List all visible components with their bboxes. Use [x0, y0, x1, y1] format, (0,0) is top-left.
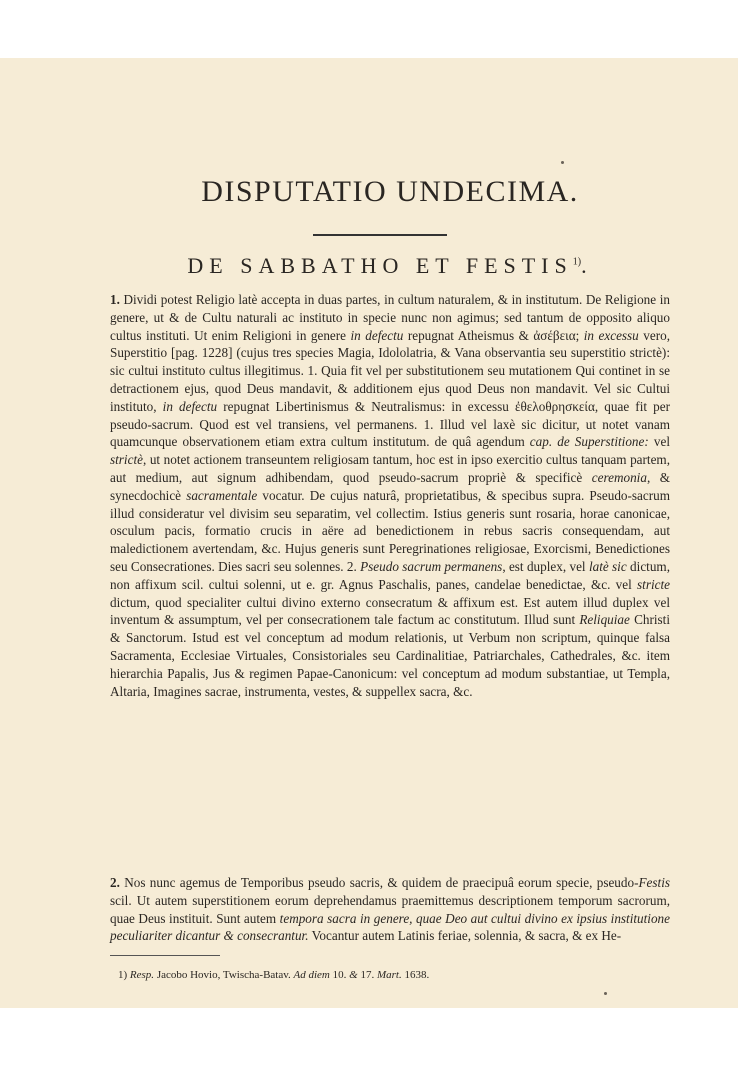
italic-run: stricte: [637, 576, 670, 592]
text-run: Nos nunc agemus de Temporibus pseudo sacris, & quidem de praecipuâ eorum specie, pseudo-: [119, 875, 639, 890]
footnote: [118, 968, 658, 982]
text-run: dictum, non affixum scil. cultui solenni, ut e. gr. Agnus Paschalis, panes, candelae benedictae, &c. vel: [110, 558, 670, 592]
text-run: dictum, quod specialiter cultui divino externo consecratum & affixum est. Est autem illud duplex vel inventum & assumptum, vel per consecrationem tale factum ac constitutum. Illud sunt: [110, 594, 670, 628]
italic-run: &: [349, 969, 358, 981]
page-speck: [604, 992, 607, 995]
footnote-mark: 1): [118, 969, 128, 981]
chapter-subtitle: DE SABBATHO ET FESTIS$^{1)}$.: [187, 253, 593, 278]
footnote-reference: 1): [572, 256, 582, 268]
page-speck: [561, 161, 564, 164]
italic-run: Ad diem: [293, 969, 330, 981]
text-run: , ut notet actionem transeuntem religiosam tantum, hoc est in ipso exercitio cultus tanquam partem, aut medium, aut signum adhibendam, quod pseudo-sacrum propriè & specificè: [110, 452, 670, 485]
italic-run: latè sic: [588, 558, 627, 574]
italic-run: Pseudo sacrum permanens: [360, 558, 503, 574]
text-run: Dividi potest Religio latè accepta in duas partes, in cultum naturalem, & in institutum. De Religione in genere, ut & de Cultu naturali ac instituto in specie nunc non agimus; sed tantum de opposito aliquo cultus instituti. Ut enim Religioni in genere: [110, 292, 670, 343]
italic-run: in excessu: [583, 327, 639, 343]
italic-run: in defectu: [350, 327, 404, 343]
italic-run: Mart.: [376, 969, 402, 981]
text-run: vel: [648, 434, 670, 450]
book-page: [0, 58, 738, 1008]
text-run: 17.: [357, 969, 377, 981]
paragraph-2: [110, 874, 670, 945]
italic-run: Resp.: [129, 969, 155, 981]
text-run: vero, Superstitio [pag. 1228] (cujus tres species Magia, Idololatria, & Vana observantia seu superstitio strictè): sic cultui instituto cultus illegitimus. 1. Quia fit vel per substitutionem seu mutationem Qui continet in se detractionem ejus, quod Deus mandavit, & additionem ejus quod Deus non mandavit. Vel sic Cultui instituto,: [110, 327, 670, 414]
paragraph-1: [110, 291, 670, 700]
italic-run: Festis: [638, 875, 670, 890]
text-run: repugnat Atheismus & ἀσέβεια;: [403, 327, 584, 343]
subtitle-text: DE SABBATHO ET FESTIS: [187, 253, 573, 278]
italic-run: Reliquiae: [579, 612, 630, 628]
text-run: Jacobo Hovio, Twischa-Batav.: [154, 969, 294, 981]
chapter-title: DISPUTATIO UNDECIMA.: [201, 175, 579, 208]
text-run: 10.: [329, 969, 350, 981]
title-divider: [313, 234, 447, 236]
italic-run: sacramentale: [186, 487, 258, 503]
italic-run: cap. de Superstitione:: [529, 434, 649, 450]
italic-run: strictè: [110, 452, 143, 468]
text-run: repugnat Libertinismus & Neutralismus: in excessu ἐθελοθρησκεία, quae fit per pseudo-sacrum. Quod est vel transiens, vel permanens. 1. Illud vel laxè sic dicitur, ut notet vanam quamcunque observationem etiam extra cultum institutum. de quâ agendum: [110, 398, 670, 450]
text-run: 1638.: [401, 969, 430, 981]
paragraph-number: 2.: [110, 875, 120, 890]
italic-run: in defectu: [162, 398, 218, 414]
text-run: Christi & Sanctorum. Istud est vel conceptum ad modum relationis, ut Verbum non scriptum, quinque falsa Sacramenta, Ecclesiae Virtuales, Consistoriales seu Cardinalitiae, Patriarchales, Cathedrales, &c. item hierarchia Papalis, Jus & regimen Papae-Canonicum: vel conceptum ad modum substantiae, ut Templa, Altaria, Imagines sacrae, instrumenta, vestes, & suppellex sacra, &c.: [110, 612, 670, 699]
text-run: , & synecdochicè: [110, 469, 670, 503]
text-run: , est duplex, vel: [502, 558, 589, 574]
text-run: Vocantur autem Latinis feriae, solennia, & sacra, & ex He-: [308, 928, 622, 944]
text-run: scil. Ut autem superstitionem eorum deprehendamus praemittemus descriptionem temporum sacrorum, quae Deus instituit. Sunt autem: [110, 892, 670, 926]
paragraph-number: 1.: [110, 292, 120, 307]
italic-run: tempora sacra in genere, quae Deo aut cultui divino ex ipsius institutione peculiariter dicantur & consecrantur.: [110, 910, 670, 944]
italic-run: ceremonia: [591, 469, 647, 485]
text-run: vocatur. De cujus naturâ, proprietatibus, & specibus supra. Pseudo-sacrum illud consideratur vel divisim seu separatim, vel collectim. Istius generis sunt rosaria, horae canonicae, osculum pacis, formatio crucis in aëre ad benedictionem in rebus sacris consequendam, aut maledictionem avertendam, &c. Hujus generis sunt Peregrinationes religiosae, Exorcismi, Benedictiones seu Consecrationes. Dies sacri seu solennes. 2.: [110, 487, 670, 574]
footnote-divider: [110, 955, 220, 956]
